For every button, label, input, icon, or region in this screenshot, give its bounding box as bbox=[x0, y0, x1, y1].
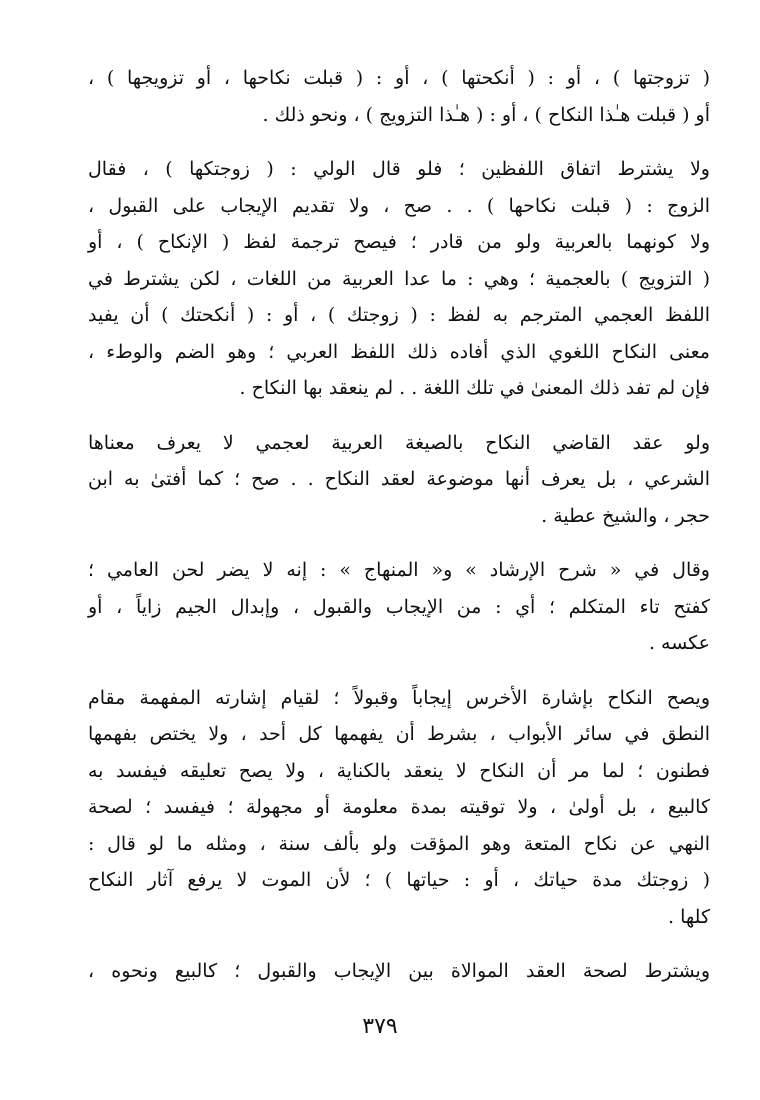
text-line: ويصح النكاح بإشارة الأخرس إيجاباً وقبولاً ؛ لقيام إشارته المفهمة مقام bbox=[88, 686, 710, 709]
text-line: ولا كونهما بالعربية ولو من قادر ؛ فيصح ترجمة لفظ ( الإنكاح ) ، أو bbox=[88, 231, 710, 253]
paragraph-3 bbox=[88, 425, 710, 535]
text-line: فإن لم تفد ذلك المعنىٰ في تلك اللغة . . لم ينعقد بها النكاح . bbox=[239, 377, 710, 399]
paragraph-4 bbox=[88, 552, 710, 662]
text-line: اللفظ العجمي المترجم به لفظ : ( زوجتك ) ، أو : ( أنكحتك ) أن يفيد bbox=[88, 304, 710, 326]
text-line: النطق في سائر الأبواب ، بشرط أن يفهمها كل أحد ، ولا يختص بفهمها bbox=[88, 723, 710, 745]
text-line: ( تزوجتها ) ، أو : ( أنكحتها ) ، أو : ( قبلت نكاحها ، أو تزويجها ) ، bbox=[88, 67, 710, 89]
paragraph-6 bbox=[88, 953, 710, 990]
text-line: ولو عقد القاضي النكاح بالصيغة العربية لعجمي لا يعرف معناها bbox=[88, 431, 710, 454]
text-line: فطنون ؛ لما مر أن النكاح لا ينعقد بالكناية ، ولا يصح تعليقه فيفسد به bbox=[88, 759, 710, 782]
text-line: ولا يشترط اتفاق اللفظين ؛ فلو قال الولي : ( زوجتكها ) ، فقال bbox=[88, 158, 710, 180]
text-line: الزوج : ( قبلت نكاحها ) . . صح ، ولا تقديم الإيجاب على القبول ، bbox=[88, 194, 710, 217]
text-line: ويشترط لصحة العقد الموالاة بين الإيجاب والقبول ؛ كالبيع ونحوه ، bbox=[88, 960, 710, 982]
text-line: كفتح تاء المتكلم ؛ أي : من الإيجاب والقبول ، وإبدال الجيم زاياً ، أو bbox=[88, 595, 710, 618]
text-line: الشرعي ، بل يعرف أنها موضوعة لعقد النكاح . . صح ؛ كما أفتىٰ به ابن bbox=[88, 468, 710, 490]
text-line: كالبيع ، بل أولىٰ ، ولا توقيته بمدة معلومة أو مجهولة ؛ فيفسد ؛ لصحة bbox=[88, 796, 710, 818]
text-line: ( زوجتك مدة حياتك ، أو : حياتها ) ؛ لأن الموت لا يرفع آثار النكاح bbox=[88, 869, 710, 891]
text-line: عكسه . bbox=[648, 632, 710, 654]
text-line: ( التزويج ) بالعجمية ؛ وهي : ما عدا العربية من اللغات ، لكن يشترط في bbox=[88, 267, 710, 290]
text-line: معنى النكاح اللغوي الذي أفاده ذلك اللفظ العربي ؛ وهو الضم والوطء ، bbox=[88, 340, 710, 363]
page-number: ٣٧٩ bbox=[362, 1014, 398, 1039]
page-body bbox=[88, 60, 710, 1008]
paragraph-2 bbox=[88, 151, 710, 407]
text-line: حجر ، والشيخ عطية . bbox=[541, 504, 710, 527]
text-line: النهي عن نكاح المتعة وهو المؤقت ولو بألف سنة ، ومثله ما لو قال : bbox=[88, 832, 710, 855]
paragraph-5 bbox=[88, 680, 710, 936]
text-line: كلها . bbox=[668, 905, 710, 928]
text-line: أو ( قبلت هـٰذا النكاح ) ، أو : ( هـٰذا التزويج ) ، ونحو ذلك . bbox=[262, 103, 710, 126]
text-line: وقال في « شرح الإرشاد » و« المنهاج » : إنه لا يضر لحن العامي ؛ bbox=[88, 559, 710, 581]
paragraph-1 bbox=[88, 60, 710, 133]
